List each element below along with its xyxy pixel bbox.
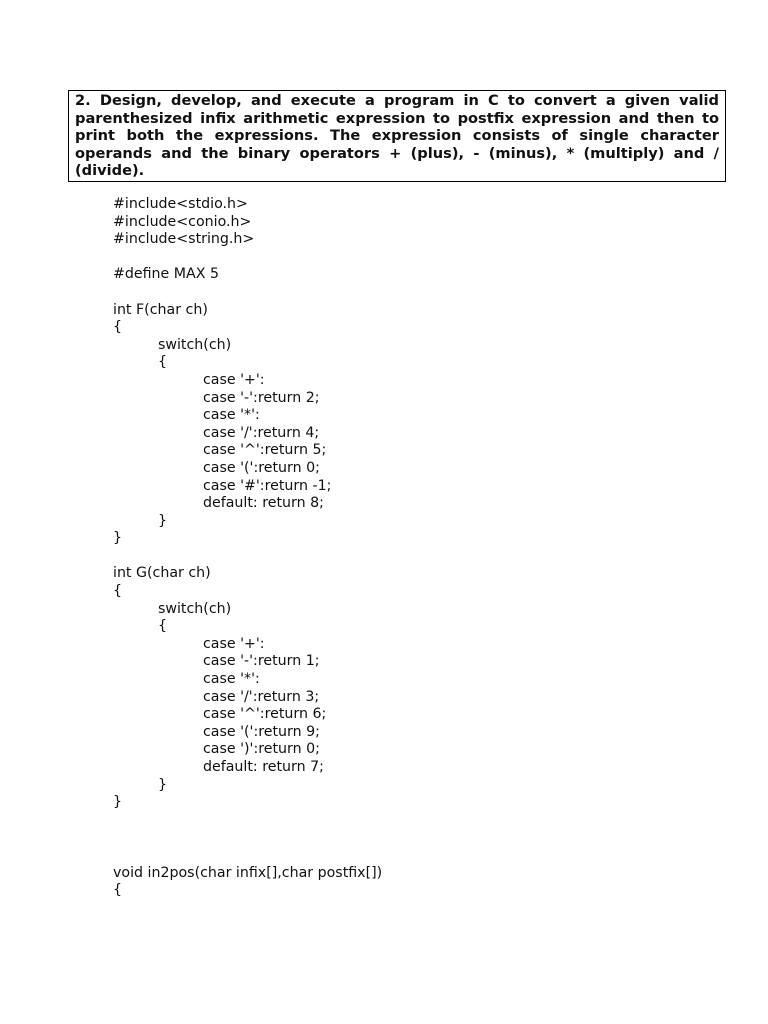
code-line: {: [158, 354, 168, 371]
code-line: case '^':return 6;: [203, 706, 327, 723]
code-line: #include<string.h>: [113, 231, 255, 248]
code-line: int F(char ch): [113, 301, 208, 318]
code-line: switch(ch): [158, 600, 232, 617]
code-line: case '+':: [203, 371, 265, 388]
code-line: void in2pos(char infix[],char postfix[]): [113, 864, 383, 881]
code-line: [113, 847, 382, 865]
code-line: [113, 812, 382, 830]
code-line: }: [158, 512, 168, 529]
code-line: case '#':return -1;: [203, 477, 332, 494]
code-line: case '(':return 9;: [203, 723, 320, 740]
code-line: case '^':return 5;: [203, 442, 327, 459]
code-line: }: [113, 794, 123, 811]
code-line: case '/':return 3;: [203, 688, 320, 705]
code-line: {: [113, 319, 123, 336]
code-line: {: [113, 882, 123, 899]
code-line: default: return 7;: [203, 759, 324, 775]
code-line: {: [158, 618, 168, 635]
code-line: }: [113, 530, 123, 547]
question-box: [68, 90, 726, 182]
code-line: case '(':return 0;: [203, 459, 320, 476]
code-line: default: return 8;: [203, 495, 324, 512]
code-line: }: [158, 776, 168, 793]
code-line: case '-':return 1;: [203, 653, 320, 670]
code-line: switch(ch): [158, 336, 232, 353]
code-line: case '+':: [203, 635, 265, 652]
code-listing: [113, 196, 382, 900]
code-line: [113, 249, 382, 267]
code-line: case '-':return 2;: [203, 389, 320, 406]
code-line: case ')':return 0;: [203, 741, 320, 758]
code-line: case '*':: [203, 407, 260, 424]
code-line: [113, 829, 382, 847]
code-line: #include<conio.h>: [113, 213, 252, 230]
code-line: {: [113, 583, 123, 600]
code-line: [113, 548, 382, 566]
code-line: #define MAX 5: [113, 266, 219, 283]
code-line: case '/':return 4;: [203, 424, 320, 441]
question-text: 2. Design, develop, and execute a program in C to convert a given valid parenthesized infix arithmetic expression to postfix expression and then to print both the expressions. The expression consists of single character operands and the binary operators + (plus), - (minus), * (multiply) and / (divide).: [75, 92, 719, 180]
code-line: [113, 284, 382, 302]
code-line: #include<stdio.h>: [113, 196, 248, 212]
code-line: case '*':: [203, 671, 260, 688]
code-line: int G(char ch): [113, 565, 211, 582]
